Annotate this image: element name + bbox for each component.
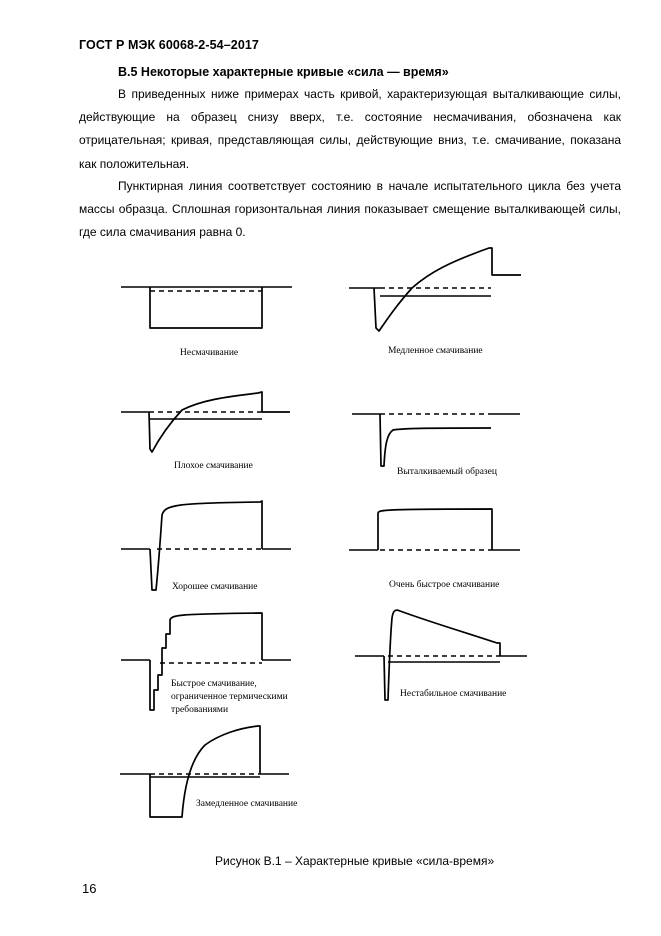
caption-unstable-wetting: Нестабильное смачивание — [400, 689, 507, 699]
paragraph-orientation: В приведенных ниже примерах часть кривой, характеризующая выталкивающие силы, действующие на образец снизу вверх, т.е. состояние несмачивания, обозначена как отрицательная; кривая, представляющая силы, действующие вниз, т.е. смачивание, показана как положительная. — [79, 87, 621, 171]
caption-very-fast-wetting: Очень быстрое смачивание — [389, 580, 500, 590]
curve-good-wetting — [121, 501, 291, 592]
caption-good-wetting: Хорошее смачивание — [172, 582, 258, 592]
caption-non-wetting: Несмачивание — [180, 348, 239, 358]
document-header: ГОСТ Р МЭК 60068-2-54–2017 — [79, 38, 259, 52]
curve-unstable-wetting — [355, 610, 527, 700]
curve-delayed-wetting — [120, 726, 297, 817]
figure-caption: Рисунок В.1 – Характерные кривые «сила-время» — [215, 854, 495, 868]
caption-delayed-wetting: Замедленное смачивание — [196, 799, 298, 809]
curve-slow-wetting — [349, 248, 521, 356]
caption-fast-wetting-line2: ограниченное термическими — [171, 692, 288, 702]
curve-fast-wetting-thermal — [121, 613, 291, 715]
caption-slow-wetting: Медленное смачивание — [388, 346, 483, 356]
caption-poor-wetting: Плохое смачивание — [174, 461, 253, 471]
page-number: 16 — [82, 881, 97, 896]
caption-pushed-out-specimen: Выталкиваемый образец — [397, 467, 497, 477]
curve-pushed-out-specimen — [352, 414, 520, 477]
paragraph-dashed-line: Пунктирная линия соответствует состоянию в начале испытательного цикла без учета массы образца. Сплошная горизонтальная линия показывает смещение выталкивающей силы, где сила смачивания равна 0. — [79, 179, 621, 240]
caption-fast-wetting-line3: требованиями — [171, 705, 229, 715]
caption-fast-wetting-line1: Быстрое смачивание, — [171, 679, 257, 689]
curve-very-fast-wetting — [349, 509, 520, 590]
curve-non-wetting — [121, 287, 292, 358]
section-title: В.5 Некоторые характерные кривые «сила — время» — [118, 65, 449, 79]
curve-poor-wetting — [121, 392, 290, 471]
